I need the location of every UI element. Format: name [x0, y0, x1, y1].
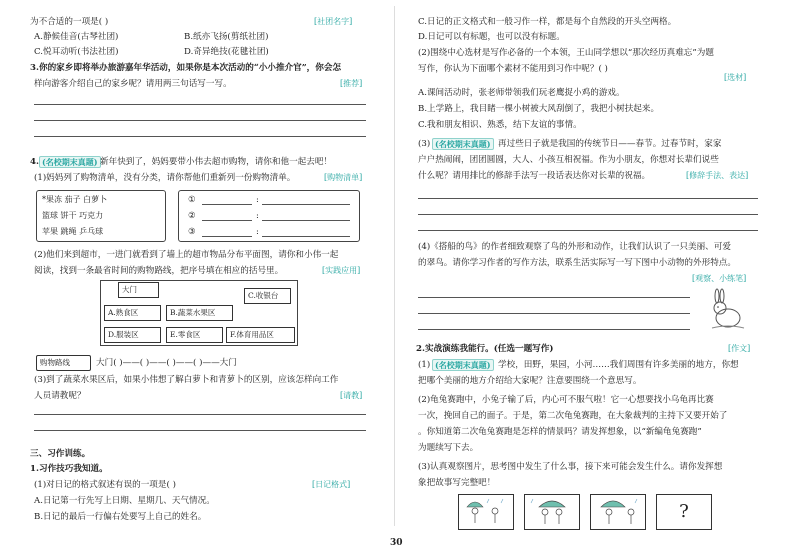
- option-c: C.悦耳动听(书法社团): [34, 47, 119, 57]
- question-spring: 再过些日子就是我国的传统节日——春节。过春节时，家家: [498, 139, 722, 149]
- exam-badge: (名校期末真题): [39, 156, 101, 168]
- zone-sports: F.体育用品区: [226, 327, 295, 343]
- kids-umbrella-illustration: [525, 495, 579, 529]
- question-number: (3): [418, 139, 431, 149]
- question-number: (1): [418, 360, 431, 370]
- answer-line: [418, 214, 758, 215]
- exam-badge: (名校期末真题): [432, 359, 494, 371]
- question-4-3: (3)到了蔬菜水果区后，如果小伟想了解白萝卜和青萝卜的区别，应该怎样向工作: [34, 375, 339, 385]
- writing-prompt-2-cont: 为题续写下去。: [418, 443, 479, 453]
- zone-snacks: E.零食区: [166, 327, 223, 343]
- category-fill-box: [178, 190, 360, 242]
- question-4-2-cont: 阅读，找到一条最省时间的购物路线，把序号填在相应的括号里。: [34, 266, 284, 276]
- answer-line: [418, 313, 690, 314]
- topic-tag: [购物清单]: [324, 173, 363, 182]
- fill-line: [262, 236, 350, 237]
- colon: :: [256, 195, 259, 205]
- topic-tag: [作文]: [728, 344, 751, 353]
- subsection-2: 2.实战演练我能行。(任选一题写作): [416, 344, 554, 354]
- option-b: B.上学路上，我目睹一棵小树被大风刮倒了，我把小树扶起来。: [418, 104, 660, 114]
- question-diary-2-cont: 写作，你认为下面哪个素材不能用到习作中呢？( ): [418, 64, 608, 74]
- exam-badge: (名校期末真题): [432, 138, 494, 150]
- q-line: 为不合适的一项是( ): [30, 17, 109, 27]
- question-diary-2: (2)围绕中心选材是写作必备的一个本领，王山同学想以“那次经历真难忘”为题: [418, 48, 714, 58]
- answer-line: [34, 120, 366, 121]
- fill-marker: ③: [188, 227, 196, 237]
- question-4-number: 4.: [30, 157, 39, 167]
- kids-rain-illustration: [459, 495, 513, 529]
- fill-line: [202, 204, 252, 205]
- writing-prompt-2-cont: 一次，挽回自己的面子。于是，第二次龟兔赛跑，在大象裁判的主持下又要开始了: [418, 411, 728, 421]
- topic-tag: [选材]: [724, 73, 747, 82]
- topic-tag: [日记格式]: [312, 480, 351, 489]
- topic-tag: [推荐]: [340, 79, 363, 88]
- rabbit-illustration: [708, 288, 748, 330]
- door-label: 大门: [118, 282, 159, 298]
- answer-line: [418, 230, 758, 231]
- answer-line: [418, 198, 758, 199]
- answer-line: [34, 136, 366, 137]
- option-c: C.我和朋友相识、熟悉，结下友谊的事情。: [418, 120, 582, 130]
- shopping-list-row: *果冻 茄子 白萝卜: [42, 195, 108, 204]
- topic-tag: [社团名字]: [314, 17, 353, 26]
- zone-vegetables: B.蔬菜水果区: [166, 305, 233, 321]
- writing-prompt-3: (3)认真观察图片，思考图中发生了什么事，接下来可能会发生什么。请你发挥想: [418, 462, 723, 472]
- answer-line: [34, 430, 366, 431]
- writing-prompt-1: 学校，田野，果园，小河……我们周围有许多美丽的地方，你想: [498, 360, 739, 370]
- fill-line: [202, 220, 252, 221]
- topic-tag: [修辞手法、表达]: [686, 171, 749, 180]
- answer-line: [418, 297, 690, 298]
- option-b: B.日记的最后一行偏右处要写上自己的姓名。: [34, 512, 207, 522]
- answer-line: [34, 104, 366, 105]
- writing-prompt-2: (2)龟兔赛跑中，小兔子输了后，内心可不服气啦！它一心想要找小乌龟再比赛: [418, 395, 714, 405]
- question-bird-cont: 的翠鸟。请你学习作者的写作方法，联系生活实际写一写下图中小动物的外形特点。: [418, 258, 736, 268]
- answer-line: [34, 414, 366, 415]
- story-panel-1: [458, 494, 514, 530]
- topic-tag: [请教]: [340, 391, 363, 400]
- route-label: 购物路线: [36, 355, 91, 371]
- fill-line: [262, 204, 350, 205]
- story-panel-question: ?: [656, 494, 712, 530]
- zone-clothing: D.服装区: [104, 327, 161, 343]
- colon: :: [256, 227, 259, 237]
- zone-deli: A.熟食区: [104, 305, 161, 321]
- story-panel-3: [590, 494, 646, 530]
- question-4-1: (1)妈妈列了购物清单，没有分类，请你帮他们重新列一份购物清单。: [34, 173, 296, 183]
- option-a: A.静候佳音(古琴社团): [34, 32, 119, 42]
- question-spring-cont: 户户热闹闹，团团圆圆，大人、小孩互相祝福。作为小朋友，你想对长辈们说些: [418, 155, 719, 165]
- question-spring-cont: 什么呢？请用排比的修辞手法写一段话表达你对长辈的祝福。: [418, 171, 651, 181]
- subsection-1: 1.习作技巧我知道。: [30, 464, 108, 474]
- zone-cashier: C.收银台: [244, 288, 291, 304]
- column-divider: [394, 6, 395, 526]
- writing-prompt-1-cont: 把哪个美丽的地方介绍给大家呢？注意要围绕一个意思写。: [418, 376, 642, 386]
- option-c: C.日记的正文格式和一般习作一样，都是每个自然段的开头空两格。: [418, 17, 677, 27]
- question-4-3-cont: 人员请教呢？: [34, 391, 86, 401]
- topic-tag: [观察、小练笔]: [692, 274, 747, 283]
- colon: :: [256, 211, 259, 221]
- fill-line: [202, 236, 252, 237]
- fill-line: [262, 220, 350, 221]
- answer-line: [418, 329, 690, 330]
- shopping-list-row: 苹果 跳绳 乒乓球: [42, 227, 104, 236]
- story-panel-2: [524, 494, 580, 530]
- question-diary-1: (1)对日记的格式叙述有误的一项是( ): [34, 480, 176, 490]
- fill-marker: ①: [188, 195, 196, 205]
- kids-walking-illustration: [591, 495, 645, 529]
- option-a: A.日记第一行先写上日期、星期几、天气情况。: [34, 496, 215, 506]
- route-fill: 大门( )——( )——( )——( )——大门: [96, 358, 237, 368]
- question-3: 3.你的家乡即将举办旅游嘉年华活动，如果你是本次活动的“小小推介官”，你会怎: [30, 63, 342, 73]
- option-d: D.奇异绝技(花毽社团): [184, 47, 269, 57]
- option-d: D.日记可以有标题，也可以没有标题。: [418, 32, 565, 42]
- topic-tag: [实践应用]: [322, 266, 361, 275]
- question-4-2: (2)他们来到超市，一进门就看到了墙上的超市物品分布平面图，请你和小伟一起: [34, 250, 339, 260]
- shopping-list-row: 篮球 饼干 巧克力: [42, 211, 104, 220]
- fill-marker: ②: [188, 211, 196, 221]
- writing-prompt-3-cont: 象把故事写完整吧！: [418, 478, 496, 488]
- question-4: 新年快到了，妈妈要带小伟去超市购物，请你和他一起去吧！: [100, 157, 333, 167]
- page-number: 30: [390, 538, 403, 548]
- question-3-cont: 样向游客介绍自己的家乡呢？请用两三句话写一写。: [34, 79, 232, 89]
- option-b: B.纸亦飞扬(剪纸社团): [184, 32, 269, 42]
- section-3-title: 三、习作训练。: [30, 449, 91, 459]
- question-bird: (4)《搭船的鸟》的作者细致观察了鸟的外形和动作，让我们认识了一只美丽、可爱: [418, 242, 731, 252]
- writing-prompt-2-cont: 。你知道第二次龟兔赛跑是怎样的情景吗？请发挥想象，以“新编龟兔赛跑”: [418, 427, 702, 437]
- option-a: A.课间活动时，张老师带领我们玩老鹰捉小鸡的游戏。: [418, 88, 625, 98]
